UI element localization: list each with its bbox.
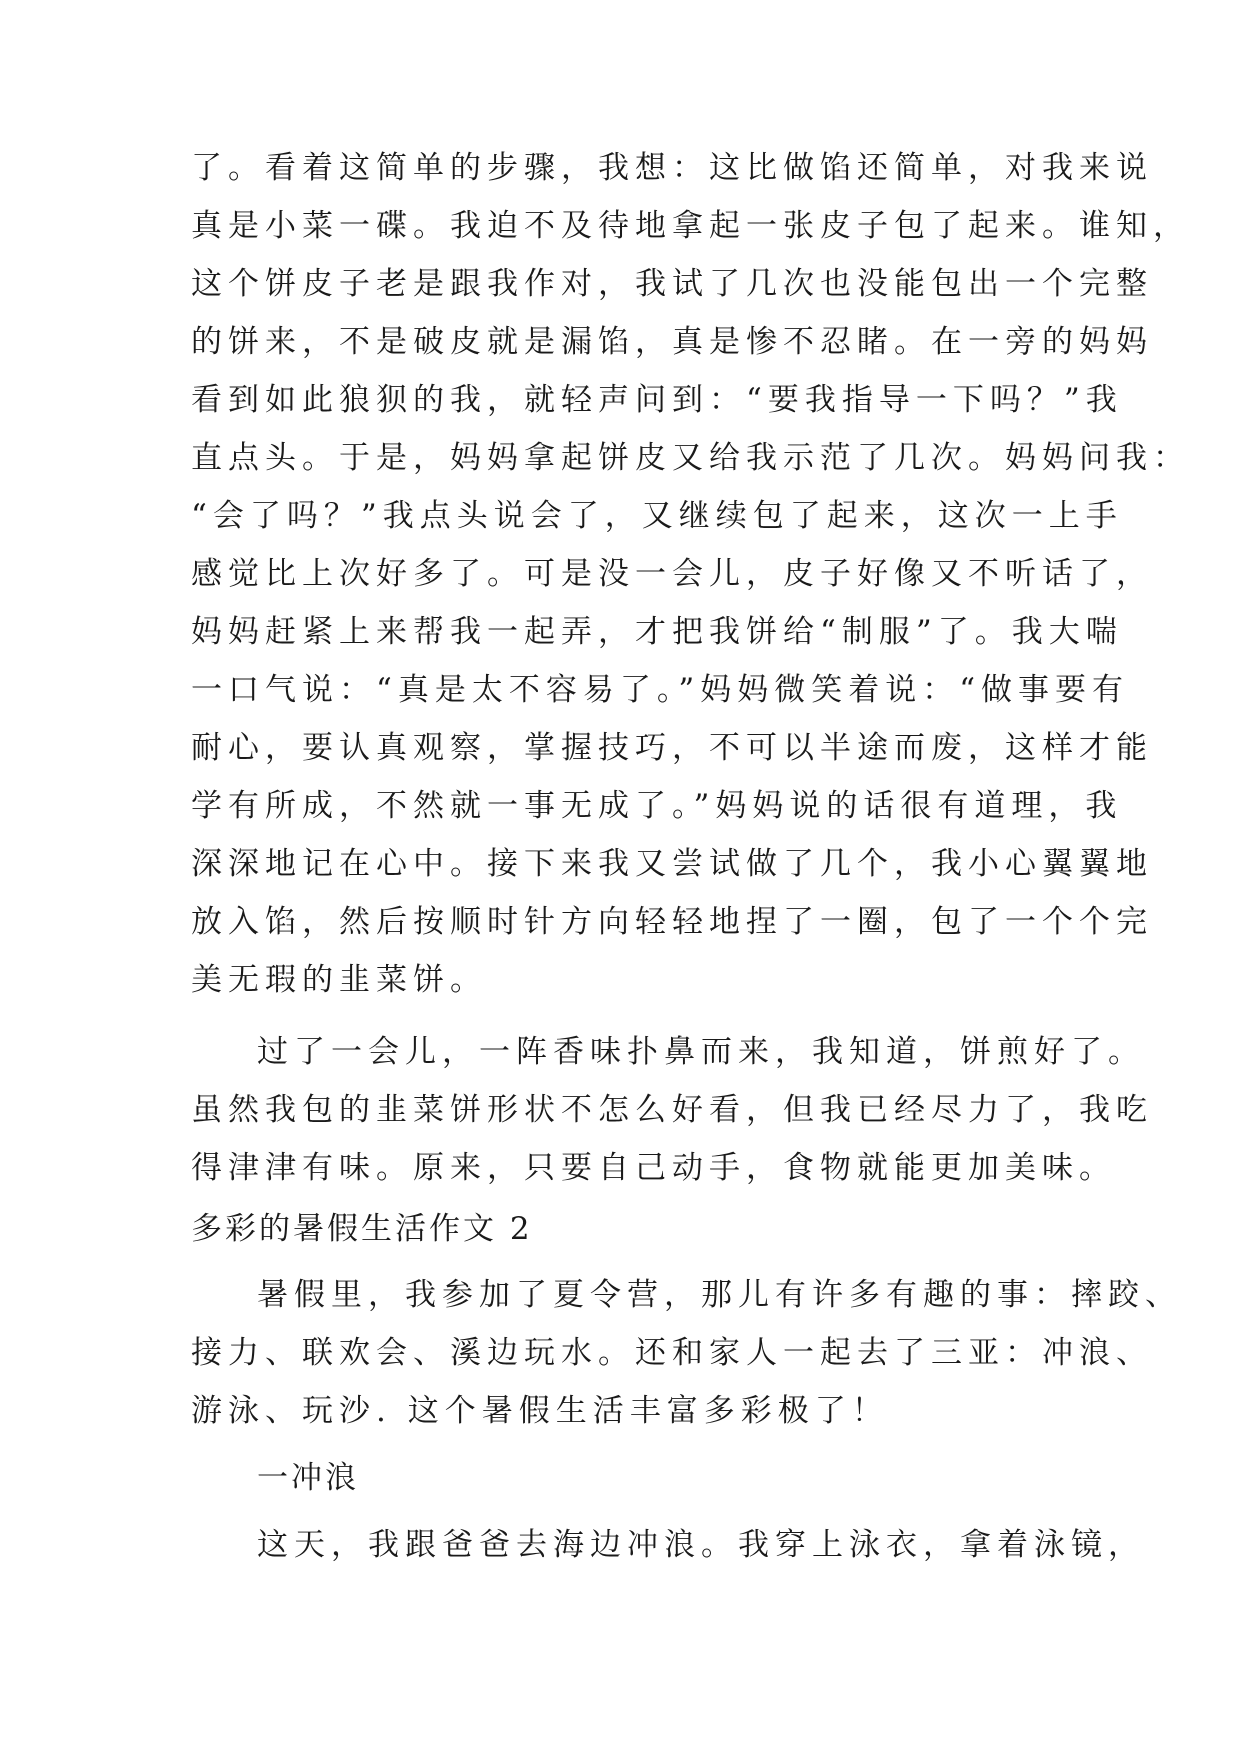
paragraph-line: 虽然我包的韭菜饼形状不怎么好看，但我已经尽力了，我吃 xyxy=(191,1092,1153,1128)
paragraph-line: 的饼来，不是破皮就是漏馅，真是惨不忍睹。在一旁的妈妈 xyxy=(191,324,1153,360)
paragraph-line: 美无瑕的韭菜饼。 xyxy=(191,962,487,998)
paragraph-line: 一口气说：“真是太不容易了。”妈妈微笑着说：“做事要有 xyxy=(191,672,1130,708)
paragraph-line: “会了吗？”我点头说会了，又继续包了起来，这次一上手 xyxy=(191,498,1123,534)
paragraph-line: 感觉比上次好多了。可是没一会儿，皮子好像又不听话了， xyxy=(191,556,1153,592)
paragraph-line: 真是小菜一碟。我迫不及待地拿起一张皮子包了起来。谁知， xyxy=(191,208,1190,244)
paragraph-line: 直点头。于是，妈妈拿起饼皮又给我示范了几次。妈妈问我： xyxy=(191,440,1190,476)
paragraph-line: 这个饼皮子老是跟我作对，我试了几次也没能包出一个完整 xyxy=(191,266,1153,302)
paragraph-line: 深深地记在心中。接下来我又尝试做了几个，我小心翼翼地 xyxy=(191,846,1153,882)
paragraph-line: 得津津有味。原来，只要自己动手，食物就能更加美味。 xyxy=(191,1150,1116,1186)
paragraph-line: 暑假里，我参加了夏令营，那儿有许多有趣的事：摔跤、 xyxy=(257,1277,1182,1313)
paragraph-line: 耐心，要认真观察，掌握技巧，不可以半途而废，这样才能 xyxy=(191,730,1153,766)
section-heading: 多彩的暑假生活作文 2 xyxy=(191,1211,533,1247)
paragraph-line: 游泳、玩沙. 这个暑假生活丰富多彩极了！ xyxy=(191,1393,889,1429)
paragraph-line: 放入馅，然后按顺时针方向轻轻地捏了一圈，包了一个个完 xyxy=(191,904,1153,940)
paragraph-line: 接力、联欢会、溪边玩水。还和家人一起去了三亚：冲浪、 xyxy=(191,1335,1153,1371)
paragraph-line: 妈妈赶紧上来帮我一起弄，才把我饼给“制服”了。我大喘 xyxy=(191,614,1123,650)
paragraph-line: 了。看着这简单的步骤，我想：这比做馅还简单，对我来说 xyxy=(191,150,1153,186)
subheading: 一冲浪 xyxy=(257,1460,359,1496)
paragraph-line: 过了一会儿，一阵香味扑鼻而来，我知道，饼煎好了。 xyxy=(257,1034,1145,1070)
paragraph-line: 看到如此狼狈的我，就轻声问到：“要我指导一下吗？”我 xyxy=(191,382,1123,418)
paragraph-line: 学有所成，不然就一事无成了。”妈妈说的话很有道理，我 xyxy=(191,788,1123,824)
paragraph-line: 这天，我跟爸爸去海边冲浪。我穿上泳衣，拿着泳镜， xyxy=(257,1527,1145,1563)
